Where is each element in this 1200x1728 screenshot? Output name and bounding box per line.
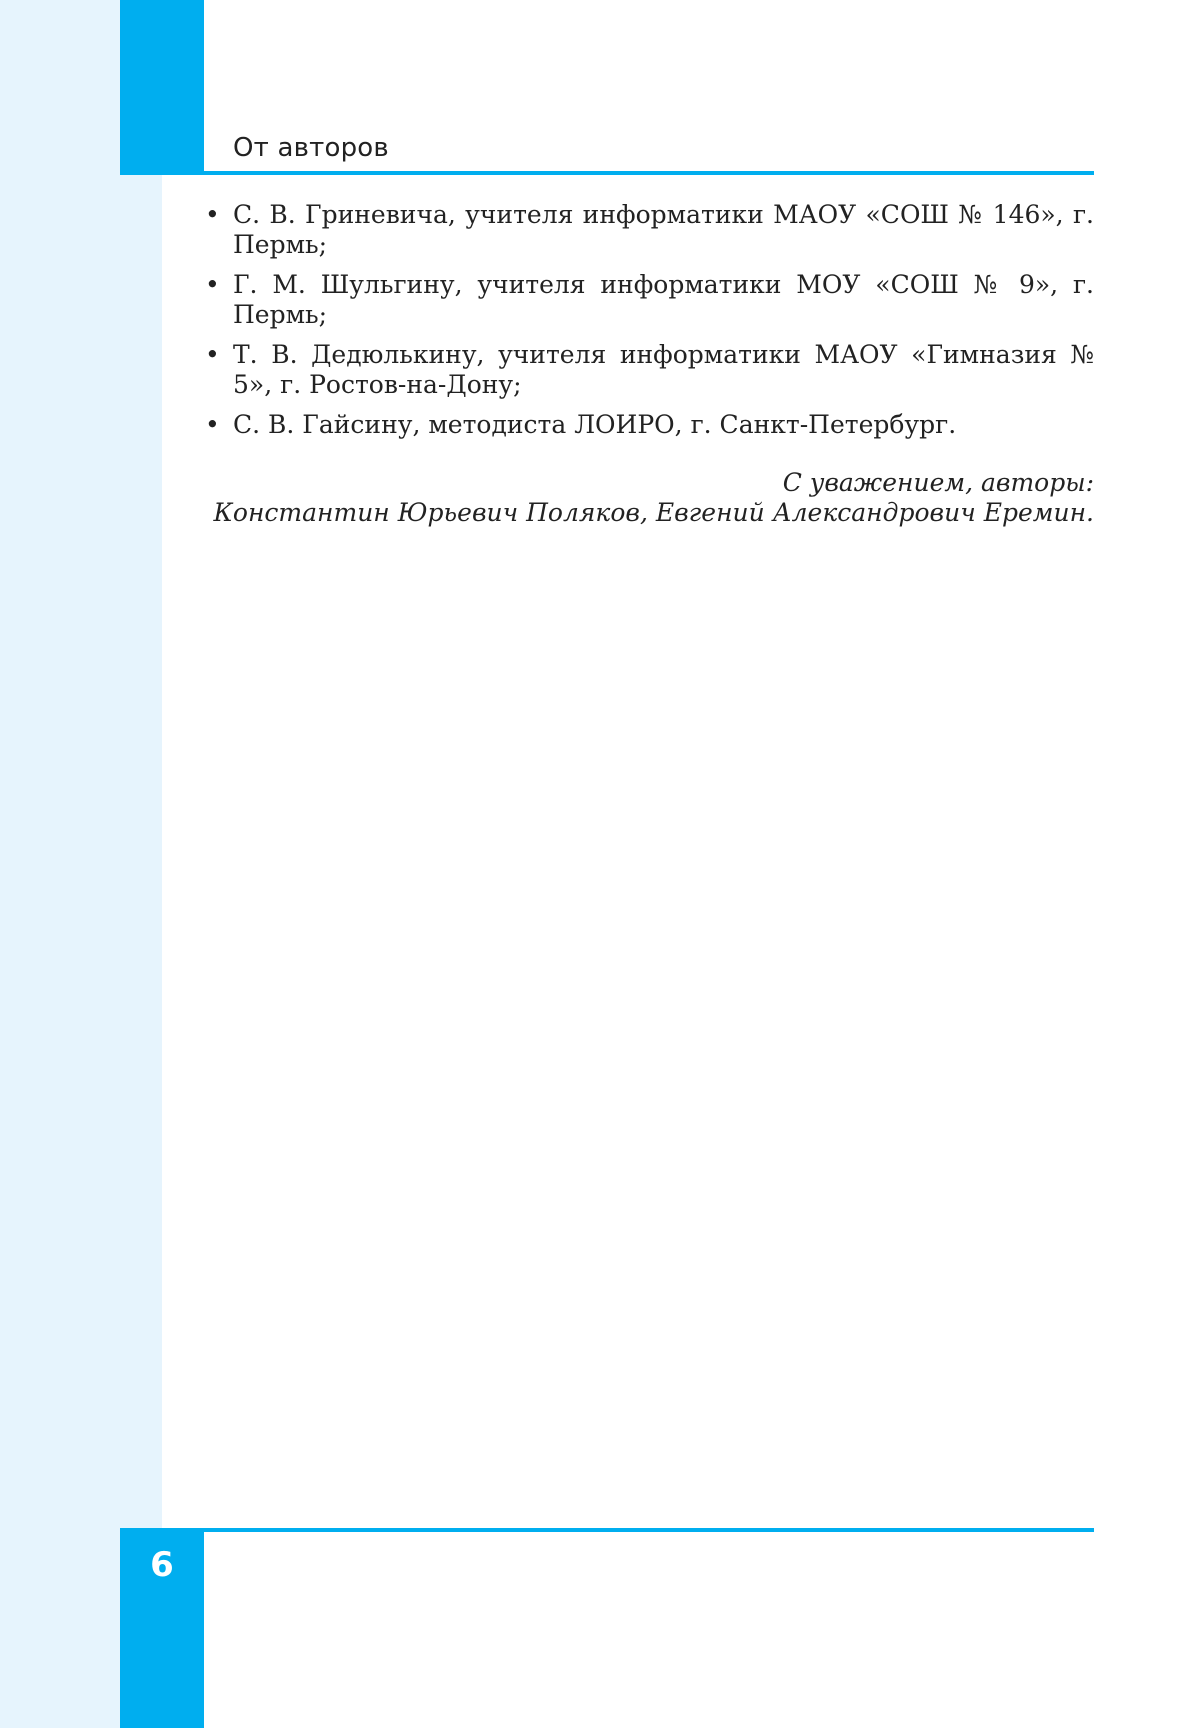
closing-regards: С уважением, авторы: bbox=[782, 468, 1094, 497]
bullet-icon: • bbox=[205, 270, 220, 299]
header-accent-tab bbox=[120, 0, 204, 175]
running-header-title: От авторов bbox=[233, 133, 389, 163]
page-content bbox=[205, 200, 1094, 528]
list-item bbox=[205, 410, 1094, 440]
list-item-text: С. В. Гайсину, методиста ЛОИРО, г. Санкт-Петербург. bbox=[233, 410, 957, 439]
bullet-icon: • bbox=[205, 410, 220, 439]
header-rule bbox=[120, 171, 1094, 175]
list-item-text: Г. М. Шульгину, учителя информатики МОУ «СОШ № 9», г. Пермь; bbox=[233, 270, 1094, 329]
acknowledgement-list bbox=[205, 200, 1094, 440]
list-item bbox=[205, 340, 1094, 400]
list-item-text: С. В. Гриневича, учителя информатики МАОУ «СОШ № 146», г. Пермь; bbox=[233, 200, 1094, 259]
bullet-icon: • bbox=[205, 340, 220, 369]
list-item bbox=[205, 270, 1094, 330]
page-number: 6 bbox=[150, 1545, 174, 1585]
list-item-text: Т. В. Дедюлькину, учителя информатики МАОУ «Гимназия № 5», г. Ростов-на-Дону; bbox=[233, 340, 1094, 399]
closing-authors: Константин Юрьевич Поляков, Евгений Александрович Еремин. bbox=[213, 498, 1094, 527]
footer-rule bbox=[120, 1528, 1094, 1532]
bullet-icon: • bbox=[205, 200, 220, 229]
left-margin-band bbox=[0, 0, 162, 1728]
list-item bbox=[205, 200, 1094, 260]
closing-signature bbox=[205, 468, 1094, 528]
